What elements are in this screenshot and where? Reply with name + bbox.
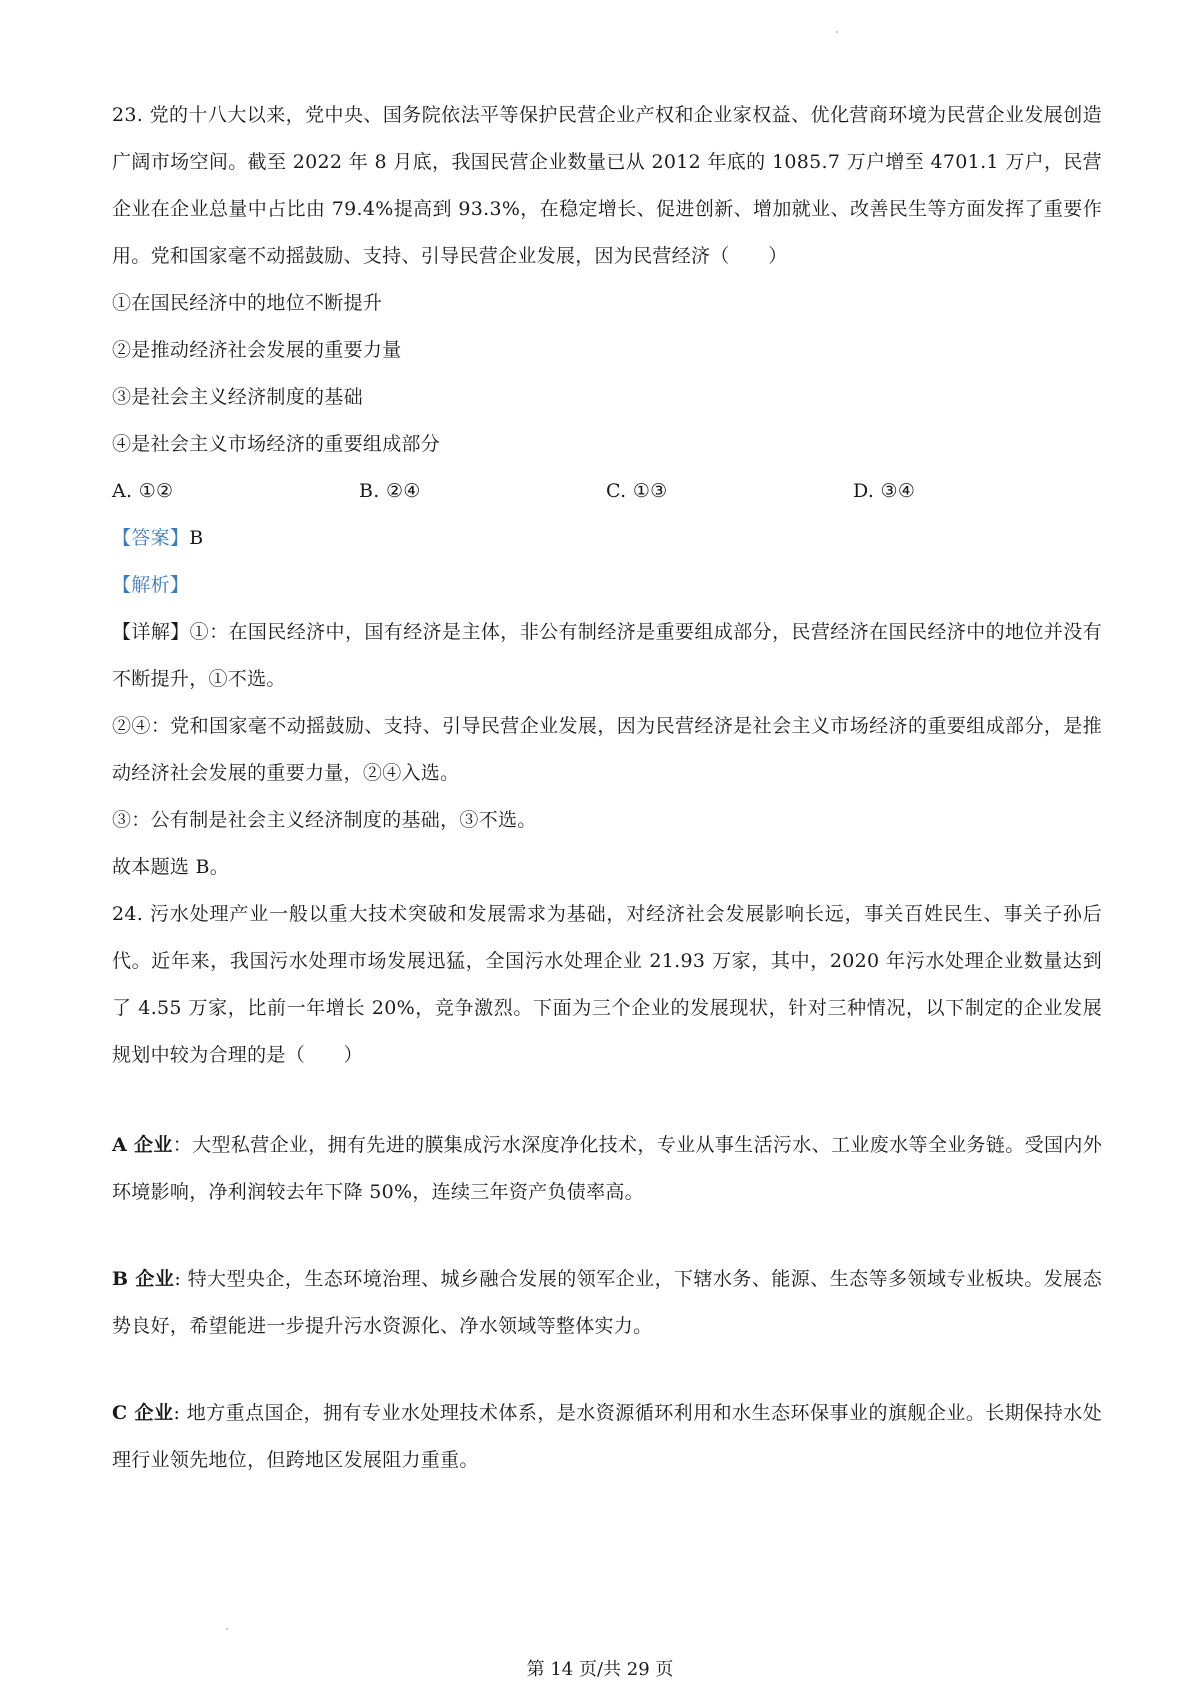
page-footer: 第 14 页/共 29 页 bbox=[526, 1659, 674, 1680]
q23-analysis-line bbox=[112, 562, 1102, 609]
company-c-sep: : bbox=[173, 1402, 187, 1424]
page-content bbox=[112, 92, 1102, 1484]
q23-stem: 23. 党的十八大以来，党中央、国务院依法平等保护民营企业产权和企业家权益、优化营商环境为民营企业发展创造广阔市场空间。截至 2022 年 8 月底，我国民营企业数量已从 2012 年底的 1085.7 万户增至 4701.1 万户，民营企业在企业总量中占比由 79.4%提高到 93.3%，在稳定增长、促进创新、增加就业、改善民生等方面发挥了重要作用。党和国家毫不动摇鼓励、支持、引导民营企业发展，因为民营经济（ ） bbox=[112, 104, 1102, 267]
company-a-sep: ： bbox=[172, 1134, 193, 1156]
company-c-text: 地方重点国企，拥有专业水处理技术体系，是水资源循环利用和水生态环保事业的旗舰企业。长期保持水处理行业领先地位，但跨地区发展阻力重重。 bbox=[112, 1402, 1103, 1471]
q24-company-a bbox=[112, 1122, 1102, 1216]
q24-stem: 24. 污水处理产业一般以重大技术突破和发展需求为基础，对经济社会发展影响长远，事关百姓民生、事关子孙后代。近年来，我国污水处理市场发展迅猛，全国污水处理企业 21.93 万家，其中，2020 年污水处理企业数量达到了 4.55 万家，比前一年增长 20%，竞争激烈。下面为三个企业的发展现状，针对三种情况，以下制定的企业发展规划中较为合理的是（ ） bbox=[112, 903, 1102, 1066]
q23-answer-line bbox=[112, 515, 1102, 562]
company-a-label: A 企业 bbox=[112, 1134, 173, 1156]
q23-detail-2: ②④：党和国家毫不动摇鼓励、支持、引导民营企业发展，因为民营经济是社会主义市场经济的重要组成部分，是推动经济社会发展的重要力量，②④入选。 bbox=[112, 715, 1102, 784]
q23-options bbox=[112, 468, 1102, 515]
company-c-label: C 企业 bbox=[112, 1402, 174, 1424]
q24-company-b bbox=[112, 1256, 1102, 1350]
q23-item-1: ①在国民经济中的地位不断提升 bbox=[112, 292, 383, 314]
q23-detail-1 bbox=[112, 609, 1102, 703]
detail-tag: 【详解】 bbox=[112, 621, 190, 643]
q23-conclusion: 故本题选 B。 bbox=[112, 856, 230, 878]
q23-option-a: A. ①② bbox=[112, 480, 174, 502]
q24-company-c bbox=[112, 1390, 1102, 1484]
answer-value: B bbox=[189, 527, 204, 549]
q23-item-3: ③是社会主义经济制度的基础 bbox=[112, 386, 363, 408]
company-b-text: 特大型央企，生态环境治理、城乡融合发展的领军企业，下辖水务、能源、生态等多领域专业板块。发展态势良好，希望能进一步提升污水资源化、净水领域等整体实力。 bbox=[112, 1268, 1102, 1337]
company-b-label: B 企业 bbox=[112, 1268, 175, 1290]
q23-option-d: D. ③④ bbox=[853, 480, 916, 502]
scan-dot bbox=[836, 31, 838, 33]
company-b-sep: : bbox=[174, 1268, 188, 1290]
q23-detail-3: ③：公有制是社会主义经济制度的基础，③不选。 bbox=[112, 809, 537, 831]
company-a-text: 大型私营企业，拥有先进的膜集成污水深度净化技术，专业从事生活污水、工业废水等全业务链。受国内外环境影响，净利润较去年下降 50%，连续三年资产负债率高。 bbox=[112, 1134, 1103, 1203]
q23-item-4: ④是社会主义市场经济的重要组成部分 bbox=[112, 433, 441, 455]
q23-option-c: C. ①③ bbox=[606, 480, 668, 502]
q23-option-b: B. ②④ bbox=[359, 480, 421, 502]
q23-item-2: ②是推动经济社会发展的重要力量 bbox=[112, 339, 402, 361]
answer-tag: 【答案】 bbox=[112, 527, 190, 549]
detail-1-text: ①：在国民经济中，国有经济是主体，非公有制经济是重要组成部分，民营经济在国民经济中的地位并没有不断提升，①不选。 bbox=[112, 621, 1102, 690]
analysis-tag: 【解析】 bbox=[112, 574, 190, 596]
scan-dot bbox=[226, 1628, 228, 1630]
